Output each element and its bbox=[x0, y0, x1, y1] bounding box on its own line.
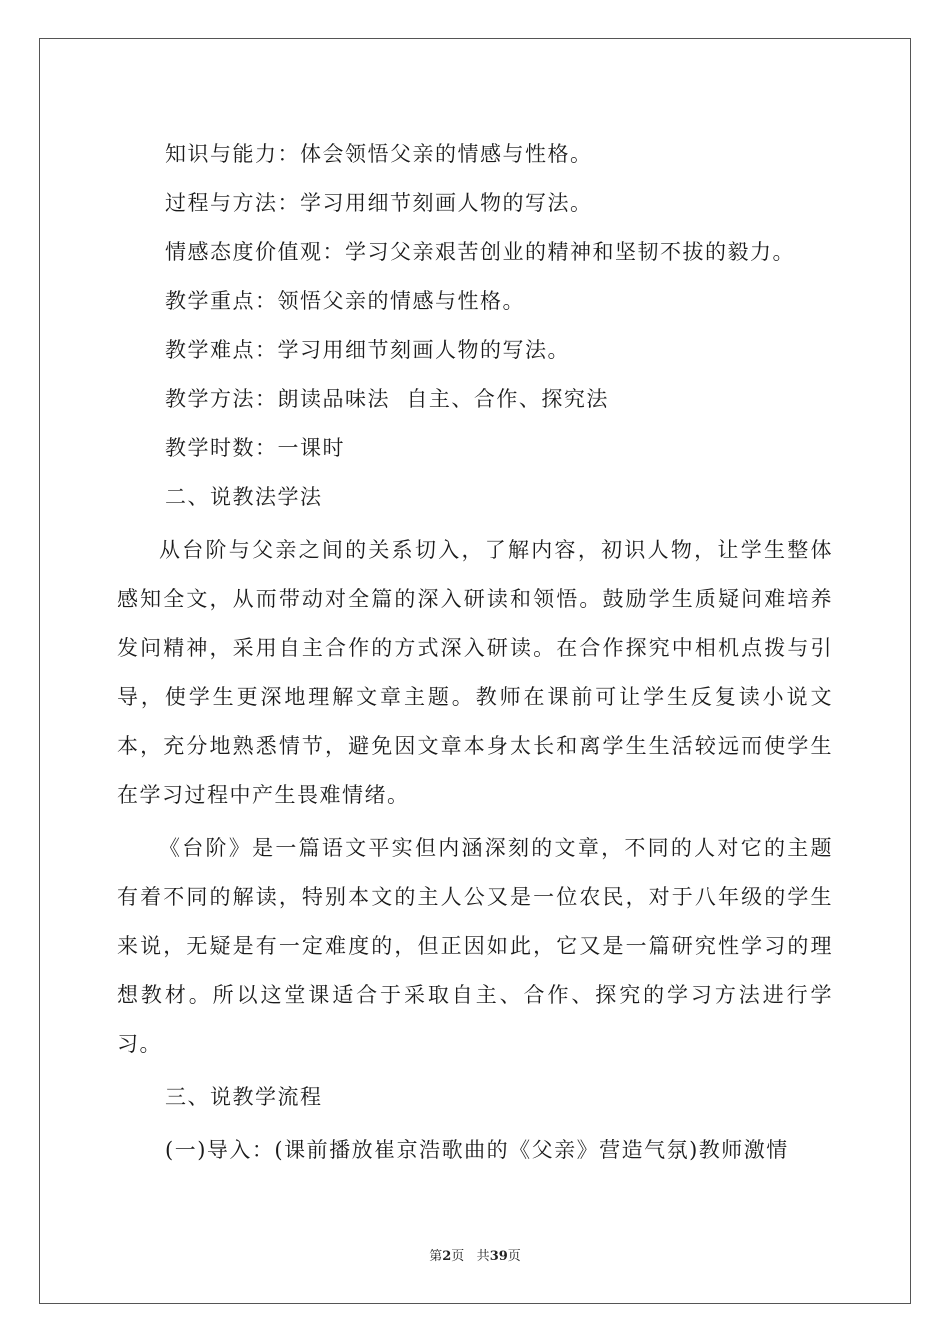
paragraph-methods: 从台阶与父亲之间的关系切入，了解内容，初识人物，让学生整体感知全文，从而带动对全篇的深入研读和领悟。鼓励学生质疑问难培养发问精神，采用自主合作的方式深入研读。在合作探究中相机点拨与引导，使学生更深地理解文章主题。教师在课前可让学生反复读小说文本，充分地熟悉情节，避免因文章本身太长和离学生生活较远而使学生在学习过程中产生畏难情绪。 bbox=[117, 538, 833, 807]
paragraph-intro: (一)导入：(课前播放崔京浩歌曲的《父亲》营造气氛)教师激情 bbox=[165, 1138, 789, 1162]
objective-process: 过程与方法：学习用细节刻画人物的写法。 bbox=[165, 191, 593, 215]
page-current: 2 bbox=[442, 1249, 452, 1264]
section-heading-2: 二、说教法学法 bbox=[165, 485, 323, 509]
teaching-hours: 教学时数：一课时 bbox=[165, 436, 345, 460]
teaching-focus: 教学重点：领悟父亲的情感与性格。 bbox=[165, 289, 525, 313]
objective-emotion: 情感态度价值观：学习父亲艰苦创业的精神和坚韧不拔的毅力。 bbox=[165, 240, 795, 264]
total-unit: 页 bbox=[507, 1249, 521, 1264]
total-label: 共 bbox=[476, 1249, 490, 1264]
document-body bbox=[117, 130, 833, 1175]
page-total: 39 bbox=[489, 1249, 508, 1264]
teaching-method: 教学方法：朗读品味法 自主、合作、探究法 bbox=[165, 387, 609, 411]
objective-knowledge: 知识与能力：体会领悟父亲的情感与性格。 bbox=[165, 142, 593, 166]
teaching-difficulty: 教学难点：学习用细节刻画人物的写法。 bbox=[165, 338, 570, 362]
paragraph-taijie: 《台阶》是一篇语文平实但内涵深刻的文章，不同的人对它的主题有着不同的解读，特别本文的主人公又是一位农民，对于八年级的学生来说，无疑是有一定难度的，但正因如此，它又是一篇研究性学习的理想教材。所以这堂课适合于采取自主、合作、探究的学习方法进行学习。 bbox=[117, 836, 833, 1056]
page-label: 第 bbox=[429, 1249, 443, 1264]
page-unit: 页 bbox=[451, 1249, 465, 1264]
section-heading-3: 三、说教学流程 bbox=[165, 1085, 323, 1109]
page-footer bbox=[0, 1245, 950, 1264]
